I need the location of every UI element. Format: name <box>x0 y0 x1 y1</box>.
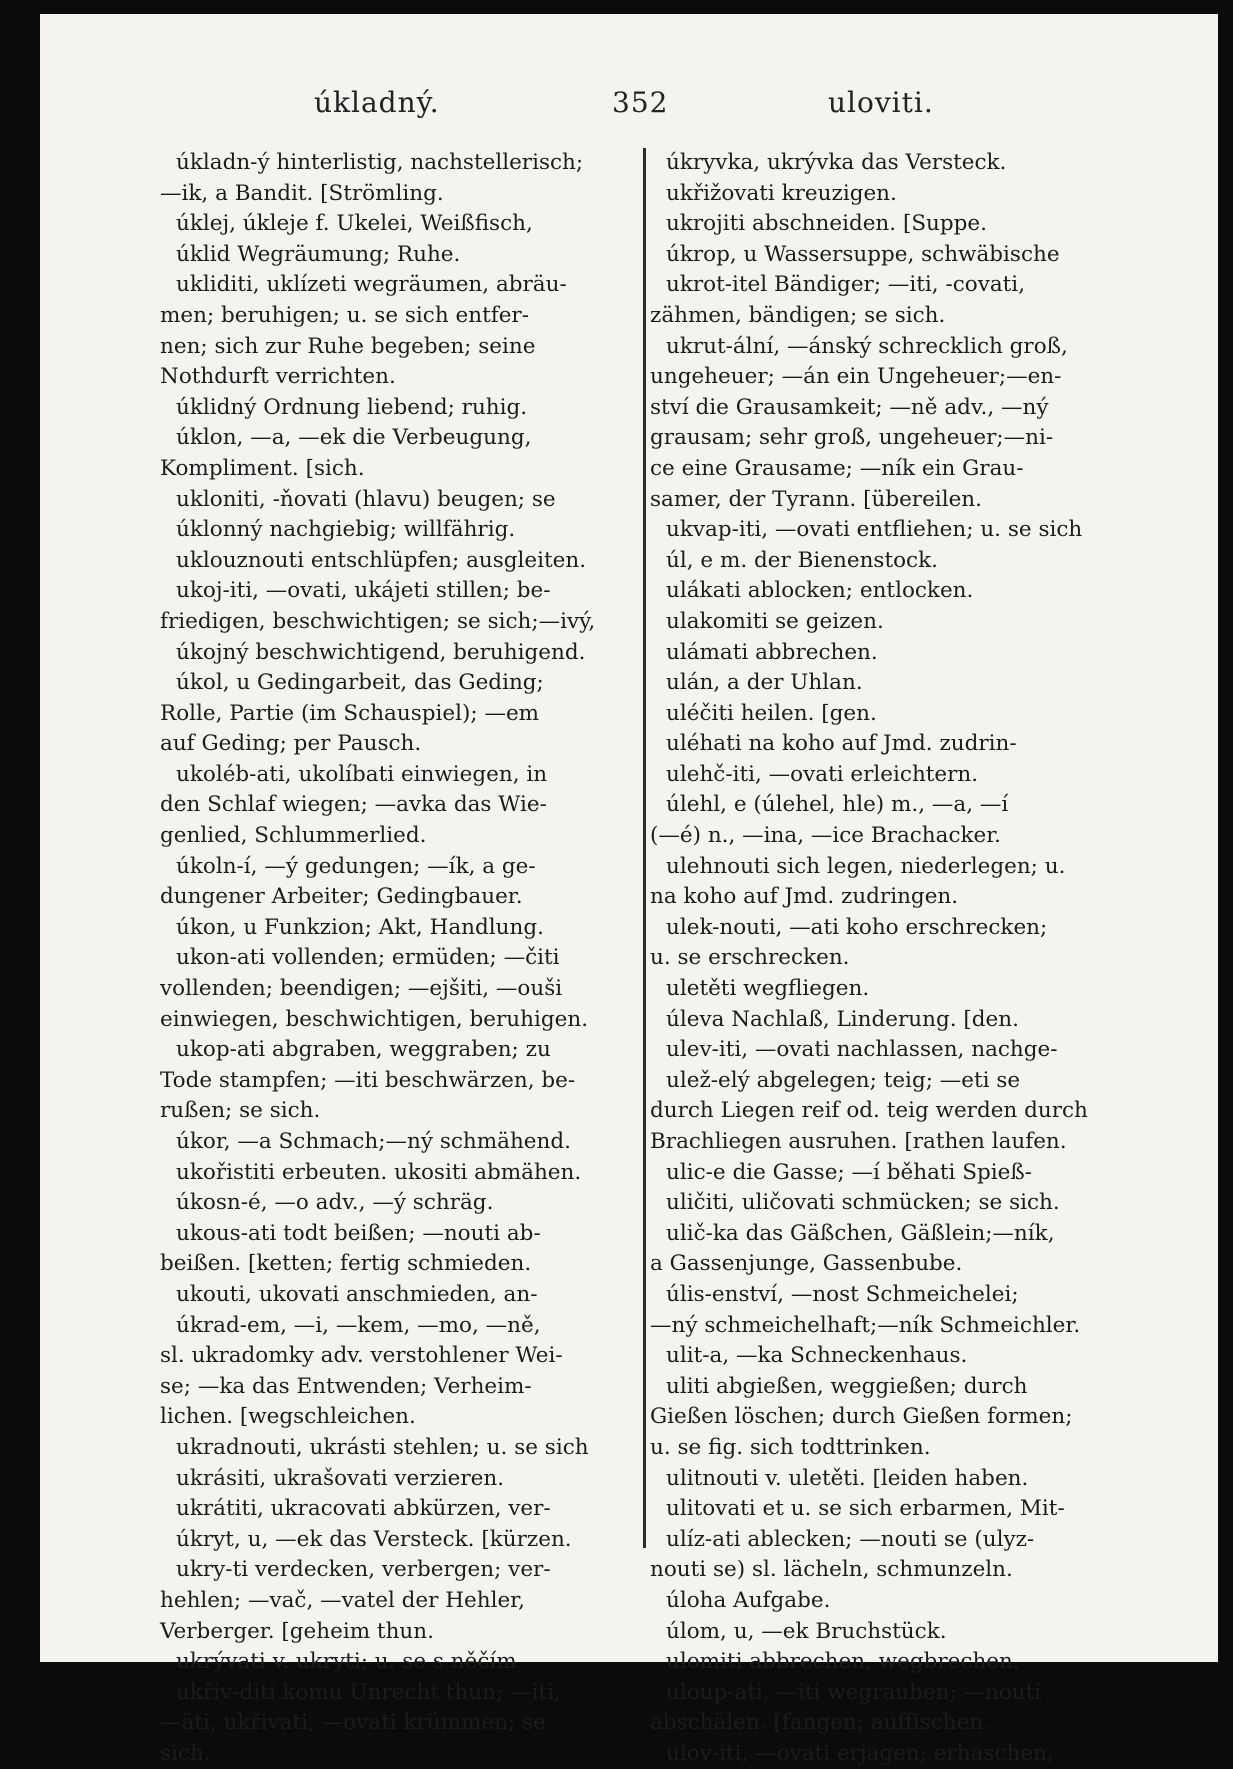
entry-line: úlehl, e (úlehel, hle) m., —a, —í <box>666 792 1009 818</box>
entry-line: úkor, —a Schmach;—ný schmähend. <box>176 1129 571 1154</box>
dictionary-page <box>40 14 1218 1766</box>
entry-line: ulež-elý abgelegen; teig; —eti se <box>666 1067 1021 1093</box>
entry-line: úkojný beschwichtigend, beruhigend. <box>176 639 586 665</box>
entry-line: friedigen, beschwichtigen; se sich;—ivý, <box>160 608 596 634</box>
entry-line: ukořistiti erbeuten. ukositi abmähen. <box>176 1159 582 1185</box>
header-left-guideword: úkladný. <box>314 86 440 119</box>
entry-line: ukřižovati kreuzigen. <box>666 180 897 206</box>
entry-line: ukrývati v. ukryti; u. se s něčím <box>176 1649 517 1675</box>
entry-line: úloha Aufgabe. <box>666 1587 831 1613</box>
entry-line: ukrátiti, ukracovati abkürzen, ver- <box>176 1496 551 1522</box>
entry-line: ulehnouti sich legen, niederlegen; u. <box>666 853 1066 879</box>
entry-line: ukous-ati todt beißen; —nouti ab- <box>176 1220 541 1246</box>
entry-line: rußen; se sich. <box>160 1098 321 1124</box>
entry-line: sich. <box>160 1740 211 1766</box>
entry-line: genlied, Schlummerlied. <box>160 823 427 849</box>
entry-line: uliti abgießen, weggießen; durch <box>666 1373 1028 1399</box>
entry-line: ukoj-iti, —ovati, ukájeti stillen; be- <box>176 578 551 604</box>
entry-line: ulov-iti, —ovati erjagen; erhaschen, <box>666 1740 1054 1766</box>
entry-line: ulit-a, —ka Schneckenhaus. <box>666 1343 968 1369</box>
entry-line: úklon, —a, —ek die Verbeugung, <box>176 425 532 451</box>
entry-line: zähmen, bändigen; se sich. <box>650 302 946 328</box>
column-divider <box>643 148 646 1548</box>
entry-line: beißen. [ketten; fertig schmieden. <box>160 1251 532 1277</box>
entry-line: úkladn-ý hinterlistig, nachstellerisch; <box>176 150 584 175</box>
entry-line: ulic-e die Gasse; —í běhati Spieß- <box>666 1159 1032 1185</box>
entry-line: ulámati abbrechen. <box>666 639 878 665</box>
entry-line: ukouti, ukovati anschmieden, an- <box>176 1281 538 1307</box>
entry-line: ukrot-itel Bändiger; —iti, -covati, <box>666 272 1026 298</box>
entry-line: Verberger. [geheim thun. <box>160 1618 434 1644</box>
entry-line: uléhati na koho auf Jmd. zudrin- <box>666 731 1017 757</box>
entry-line: úkol, u Gedingarbeit, das Geding; <box>176 670 544 696</box>
entry-line: uloup-ati, —iti wegrauben; —nouti <box>666 1679 1042 1705</box>
page-number: 352 <box>612 86 669 119</box>
entry-line: einwiegen, beschwichtigen, beruhigen. <box>160 1006 589 1032</box>
entry-line: Kompliment. [sich. <box>160 455 365 481</box>
entry-line: grausam; sehr groß, ungeheuer;—ni- <box>650 425 1054 451</box>
entry-line: ukřiv-diti komu Unrecht thun; —iti, <box>176 1679 561 1705</box>
entry-line: ukrojiti abschneiden. [Suppe. <box>666 211 987 237</box>
entry-line: Gießen löschen; durch Gießen formen; <box>650 1404 1073 1430</box>
entry-line: ukliditi, uklízeti wegräumen, abräu- <box>176 272 567 298</box>
entry-line: dungener Arbeiter; Gedingbauer. <box>160 884 523 910</box>
entry-line: úl, e m. der Bienenstock. <box>666 547 938 573</box>
entry-line: uklouznouti entschlüpfen; ausgleiten. <box>176 547 587 573</box>
entry-line: úkryvka, ukrývka das Versteck. <box>666 150 1007 175</box>
entry-line: uličiti, uličovati schmücken; se sich. <box>666 1190 1060 1216</box>
entry-line: uléčiti heilen. [gen. <box>666 700 877 726</box>
entry-line: nen; sich zur Ruhe begeben; seine <box>160 333 536 359</box>
entry-line: ulán, a der Uhlan. <box>666 670 863 696</box>
entry-line: ukry-ti verdecken, verbergen; ver- <box>176 1557 551 1583</box>
right-column <box>650 148 1112 1766</box>
entry-line: Tode stampfen; —iti beschwärzen, be- <box>160 1067 576 1093</box>
entry-line: —äti, ukřivati, —ovati krümmen; se <box>160 1710 546 1736</box>
entry-line: ukradnouti, ukrásti stehlen; u. se sich <box>176 1434 589 1460</box>
entry-line: ungeheuer; —án ein Ungeheuer;—en- <box>650 364 1062 390</box>
entry-line: durch Liegen reif od. teig werden durch <box>650 1098 1088 1124</box>
entry-line: úklid Wegräumung; Ruhe. <box>176 241 461 267</box>
entry-line: ukoléb-ati, ukolíbati einwiegen, in <box>176 761 548 787</box>
entry-line: ukrut-ální, —ánský schrecklich groß, <box>666 333 1068 359</box>
entry-line: ulek-nouti, —ati koho erschrecken; <box>666 914 1048 940</box>
entry-line: hehlen; —vač, —vatel der Hehler, <box>160 1587 525 1613</box>
entry-line: ulákati ablocken; entlocken. <box>666 578 974 604</box>
entry-line: Nothdurft verrichten. <box>160 364 396 390</box>
entry-line: lichen. [wegschleichen. <box>160 1404 416 1430</box>
entry-line: ulič-ka das Gäßchen, Gäßlein;—ník, <box>666 1220 1055 1246</box>
entry-line: abschälen. [fangen; auffischen. <box>650 1710 991 1736</box>
entry-line: a Gassenjunge, Gassenbube. <box>650 1251 963 1277</box>
entry-line: samer, der Tyrann. [übereilen. <box>650 486 982 512</box>
entry-line: u. se fig. sich todttrinken. <box>650 1434 931 1460</box>
entry-line: úkryt, u, —ek das Versteck. [kürzen. <box>176 1526 572 1552</box>
header-right-guideword: uloviti. <box>828 86 934 119</box>
entry-line: Brachliegen ausruhen. [rathen laufen. <box>650 1129 1067 1154</box>
entry-line: ukop-ati abgraben, weggraben; zu <box>176 1037 551 1063</box>
entry-line: úlis-enství, —nost Schmeichelei; <box>666 1281 1019 1307</box>
entry-line: úkrad-em, —i, —kem, —mo, —ně, <box>176 1312 541 1338</box>
entry-line: ulitovati et u. se sich erbarmen, Mit- <box>666 1496 1065 1522</box>
entry-line: men; beruhigen; u. se sich entfer- <box>160 302 529 328</box>
entry-line: se; —ka das Entwenden; Verheim- <box>160 1373 532 1399</box>
entry-line: —ný schmeichelhaft;—ník Schmeichler. <box>650 1312 1081 1338</box>
entry-line: auf Geding; per Pausch. <box>160 731 422 757</box>
entry-line: úkoln-í, —ý gedungen; —ík, a ge- <box>176 853 536 879</box>
entry-line: ulomiti abbrechen, wegbrechen. <box>666 1649 1020 1675</box>
entry-line: ulehč-iti, —ovati erleichtern. <box>666 761 979 787</box>
entry-line: ce eine Grausame; —ník ein Grau- <box>650 455 1024 481</box>
entry-line: —ik, a Bandit. [Strömling. <box>160 180 444 206</box>
entry-line: ukvap-iti, —ovati entfliehen; u. se sich <box>666 517 1083 543</box>
entry-line: sl. ukradomky adv. verstohlener Wei- <box>160 1343 563 1369</box>
entry-line: úkon, u Funkzion; Akt, Handlung. <box>176 914 544 940</box>
entry-line: (—é) n., —ina, —ice Brachacker. <box>650 823 1002 849</box>
left-column <box>160 148 638 1766</box>
entry-line: ukrásiti, ukrašovati verzieren. <box>176 1465 505 1491</box>
entry-line: ulakomiti se geizen. <box>666 608 884 634</box>
entry-line: na koho auf Jmd. zudringen. <box>650 884 959 910</box>
entry-line: uletěti wegfliegen. <box>666 976 870 1002</box>
entry-line: ukon-ati vollenden; ermüden; —čiti <box>176 945 560 971</box>
entry-line: u. se erschrecken. <box>650 945 850 971</box>
entry-line: ulíz-ati ablecken; —nouti se (ulyz- <box>666 1526 1035 1552</box>
entry-line: ulev-iti, —ovati nachlassen, nachge- <box>666 1037 1058 1063</box>
entry-line: ulitnouti v. uletěti. [leiden haben. <box>666 1465 1029 1491</box>
entry-line: den Schlaf wiegen; —avka das Wie- <box>160 792 547 818</box>
entry-line: úklidný Ordnung liebend; ruhig. <box>176 394 528 420</box>
entry-line: Rolle, Partie (im Schauspiel); —em <box>160 700 540 726</box>
entry-line: vollenden; beendigen; —ejšiti, —ouši <box>160 976 563 1002</box>
entry-line: úklej, úkleje f. Ukelei, Weißfisch, <box>176 211 533 237</box>
entry-line: nouti se) sl. lächeln, schmunzeln. <box>650 1557 1013 1583</box>
entry-line: úleva Nachlaß, Linderung. [den. <box>666 1006 1019 1032</box>
page-header <box>40 86 1218 136</box>
entry-line: úklonný nachgiebig; willfährig. <box>176 517 516 543</box>
entry-line: úlom, u, —ek Bruchstück. <box>666 1618 947 1644</box>
entry-line: úkrop, u Wassersuppe, schwäbische <box>666 241 1060 267</box>
entry-line: ukloniti, -ňovati (hlavu) beugen; se <box>176 486 556 512</box>
entry-line: úkosn-é, —o adv., —ý schräg. <box>176 1190 494 1216</box>
entry-line: ství die Grausamkeit; —ně adv., —ný <box>650 394 1049 420</box>
